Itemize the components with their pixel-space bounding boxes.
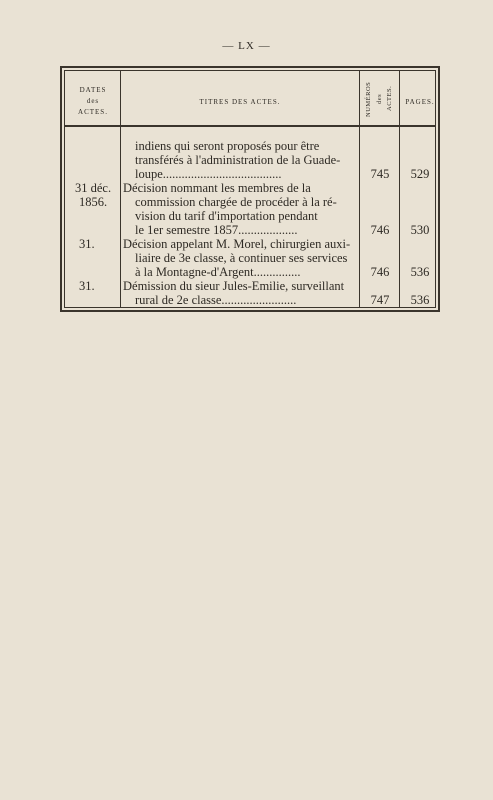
title-line: commission chargée de procéder à la ré-: [135, 195, 337, 209]
header-numeros-line3: ACTES.: [386, 85, 393, 111]
column-divider-numeros: [399, 71, 400, 307]
page-cell: 536: [410, 293, 430, 307]
page-header: — LX —: [222, 40, 271, 52]
title-line: transférés à l'administration de la Guade-: [135, 153, 341, 167]
header-dates-line1: DATES: [79, 86, 107, 94]
title-line: indiens qui seront proposés pour être: [135, 139, 320, 153]
header-titles: TITRES DES ACTES.: [199, 98, 281, 106]
header-pages: PAGES.: [405, 98, 435, 106]
title-line: vision du tarif d'importation pendant: [135, 209, 318, 223]
title-line: Décision appelant M. Morel, chirurgien auxi-: [123, 237, 351, 251]
page-cell: 529: [410, 167, 430, 181]
page-cell: 536: [410, 265, 430, 279]
column-divider-dates: [120, 71, 121, 307]
header-dates: [67, 85, 119, 118]
header-dates-line2: des: [86, 97, 100, 105]
title-line: Décision nommant les membres de la: [123, 181, 311, 195]
date-cell: 31 déc.: [75, 181, 112, 195]
header-rule: [65, 125, 435, 127]
header-numeros-line1: NUMÉROS: [365, 81, 372, 117]
acts-table: [60, 66, 440, 312]
title-line: rural de 2e classe........................: [135, 293, 297, 307]
header-numeros-line2: des: [376, 93, 383, 105]
table-inner-border: [64, 70, 436, 308]
numero-cell: 747: [370, 293, 390, 307]
title-line: Démission du sieur Jules-Emilie, surveillant: [123, 279, 345, 293]
numero-cell: 745: [370, 167, 390, 181]
title-line: le 1er semestre 1857...................: [135, 223, 298, 237]
title-line: liaire de 3e classe, à continuer ses services: [135, 251, 348, 265]
header-numeros: [362, 75, 398, 123]
title-line: loupe......................................: [135, 167, 282, 181]
header-dates-line3: ACTES.: [78, 108, 108, 116]
title-line: à la Montagne-d'Argent...............: [135, 265, 301, 279]
date-cell: 31.: [79, 279, 95, 293]
page-cell: 530: [410, 223, 430, 237]
date-cell: 1856.: [79, 195, 108, 209]
numero-cell: 746: [370, 265, 390, 279]
column-divider-titles: [359, 71, 360, 307]
numero-cell: 746: [370, 223, 390, 237]
date-cell: 31.: [79, 237, 95, 251]
